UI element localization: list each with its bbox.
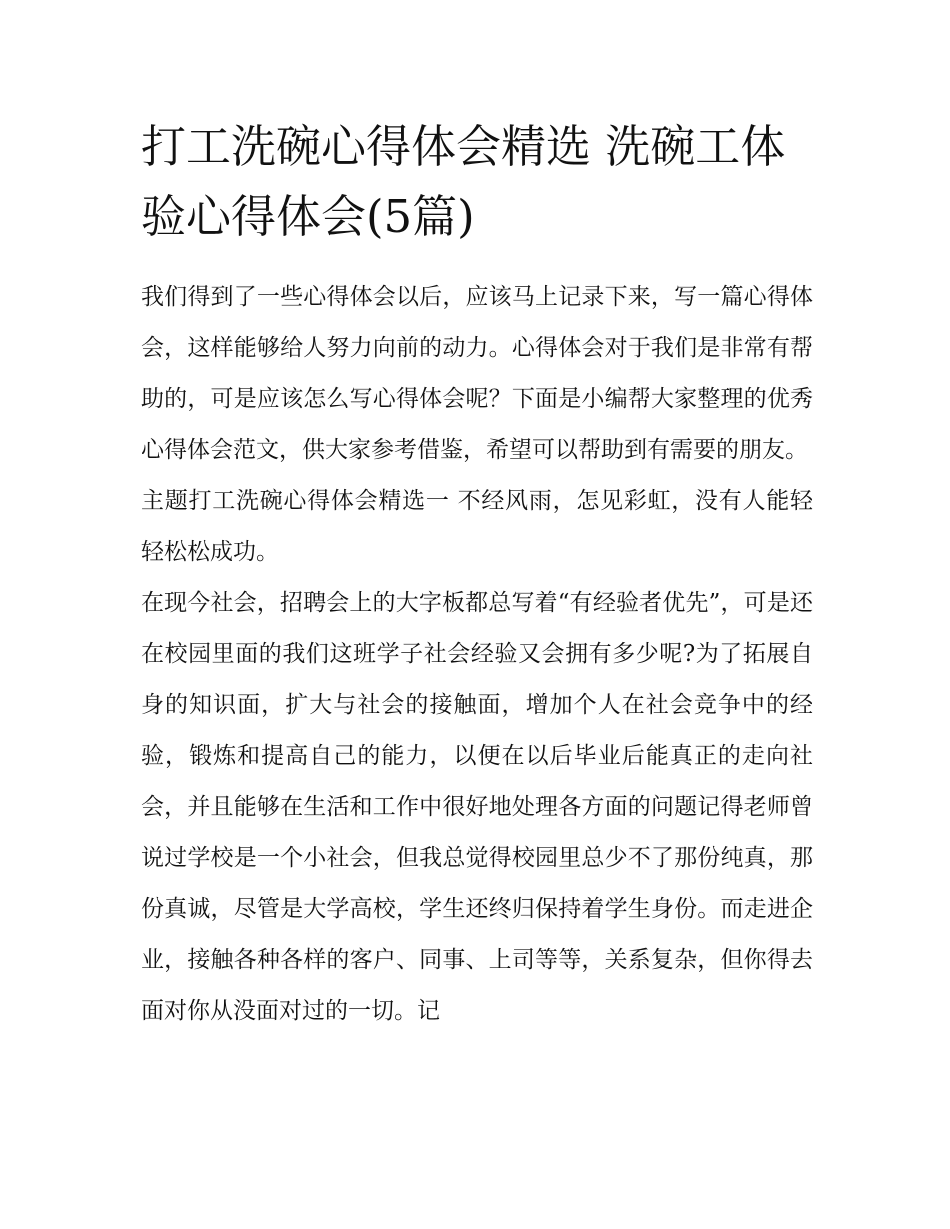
paragraph-topic: 主题打工洗碗心得体会精选一 不经风雨，怎见彩虹，没有人能轻轻松松成功。 <box>141 488 813 565</box>
document-body <box>141 112 813 1037</box>
paragraph-body: 在现今社会，招聘会上的大字板都总写着“有经验者优先”，可是还在校园里面的我们这班学子社会经验又会拥有多少呢?为了拓展自身的知识面，扩大与社会的接触面，增加个人在社会竞争中的经验，锻炼和提高自己的能力，以便在以后毕业后能真正的走向社会，并且能够在生活和工作中很好地处理各方面的问题记得老师曾说过学校是一个小社会，但我总觉得校园里总少不了那份纯真，那份真诚，尽管是大学高校，学生还终归保持着学生身份。而走进企业，接触各种各样的客户、同事、上司等等，关系复杂，但你得去面对你从没面对过的一切。记 <box>141 590 813 1024</box>
document-title: 打工洗碗心得体会精选 洗碗工体验心得体会(5篇) <box>141 120 786 243</box>
paragraph-intro: 我们得到了一些心得体会以后，应该马上记录下来，写一篇心得体会，这样能够给人努力向前的动力。心得体会对于我们是非常有帮助的，可是应该怎么写心得体会呢？下面是小编帮大家整理的优秀心得体会范文，供大家参考借鉴，希望可以帮助到有需要的朋友。 <box>141 284 813 463</box>
